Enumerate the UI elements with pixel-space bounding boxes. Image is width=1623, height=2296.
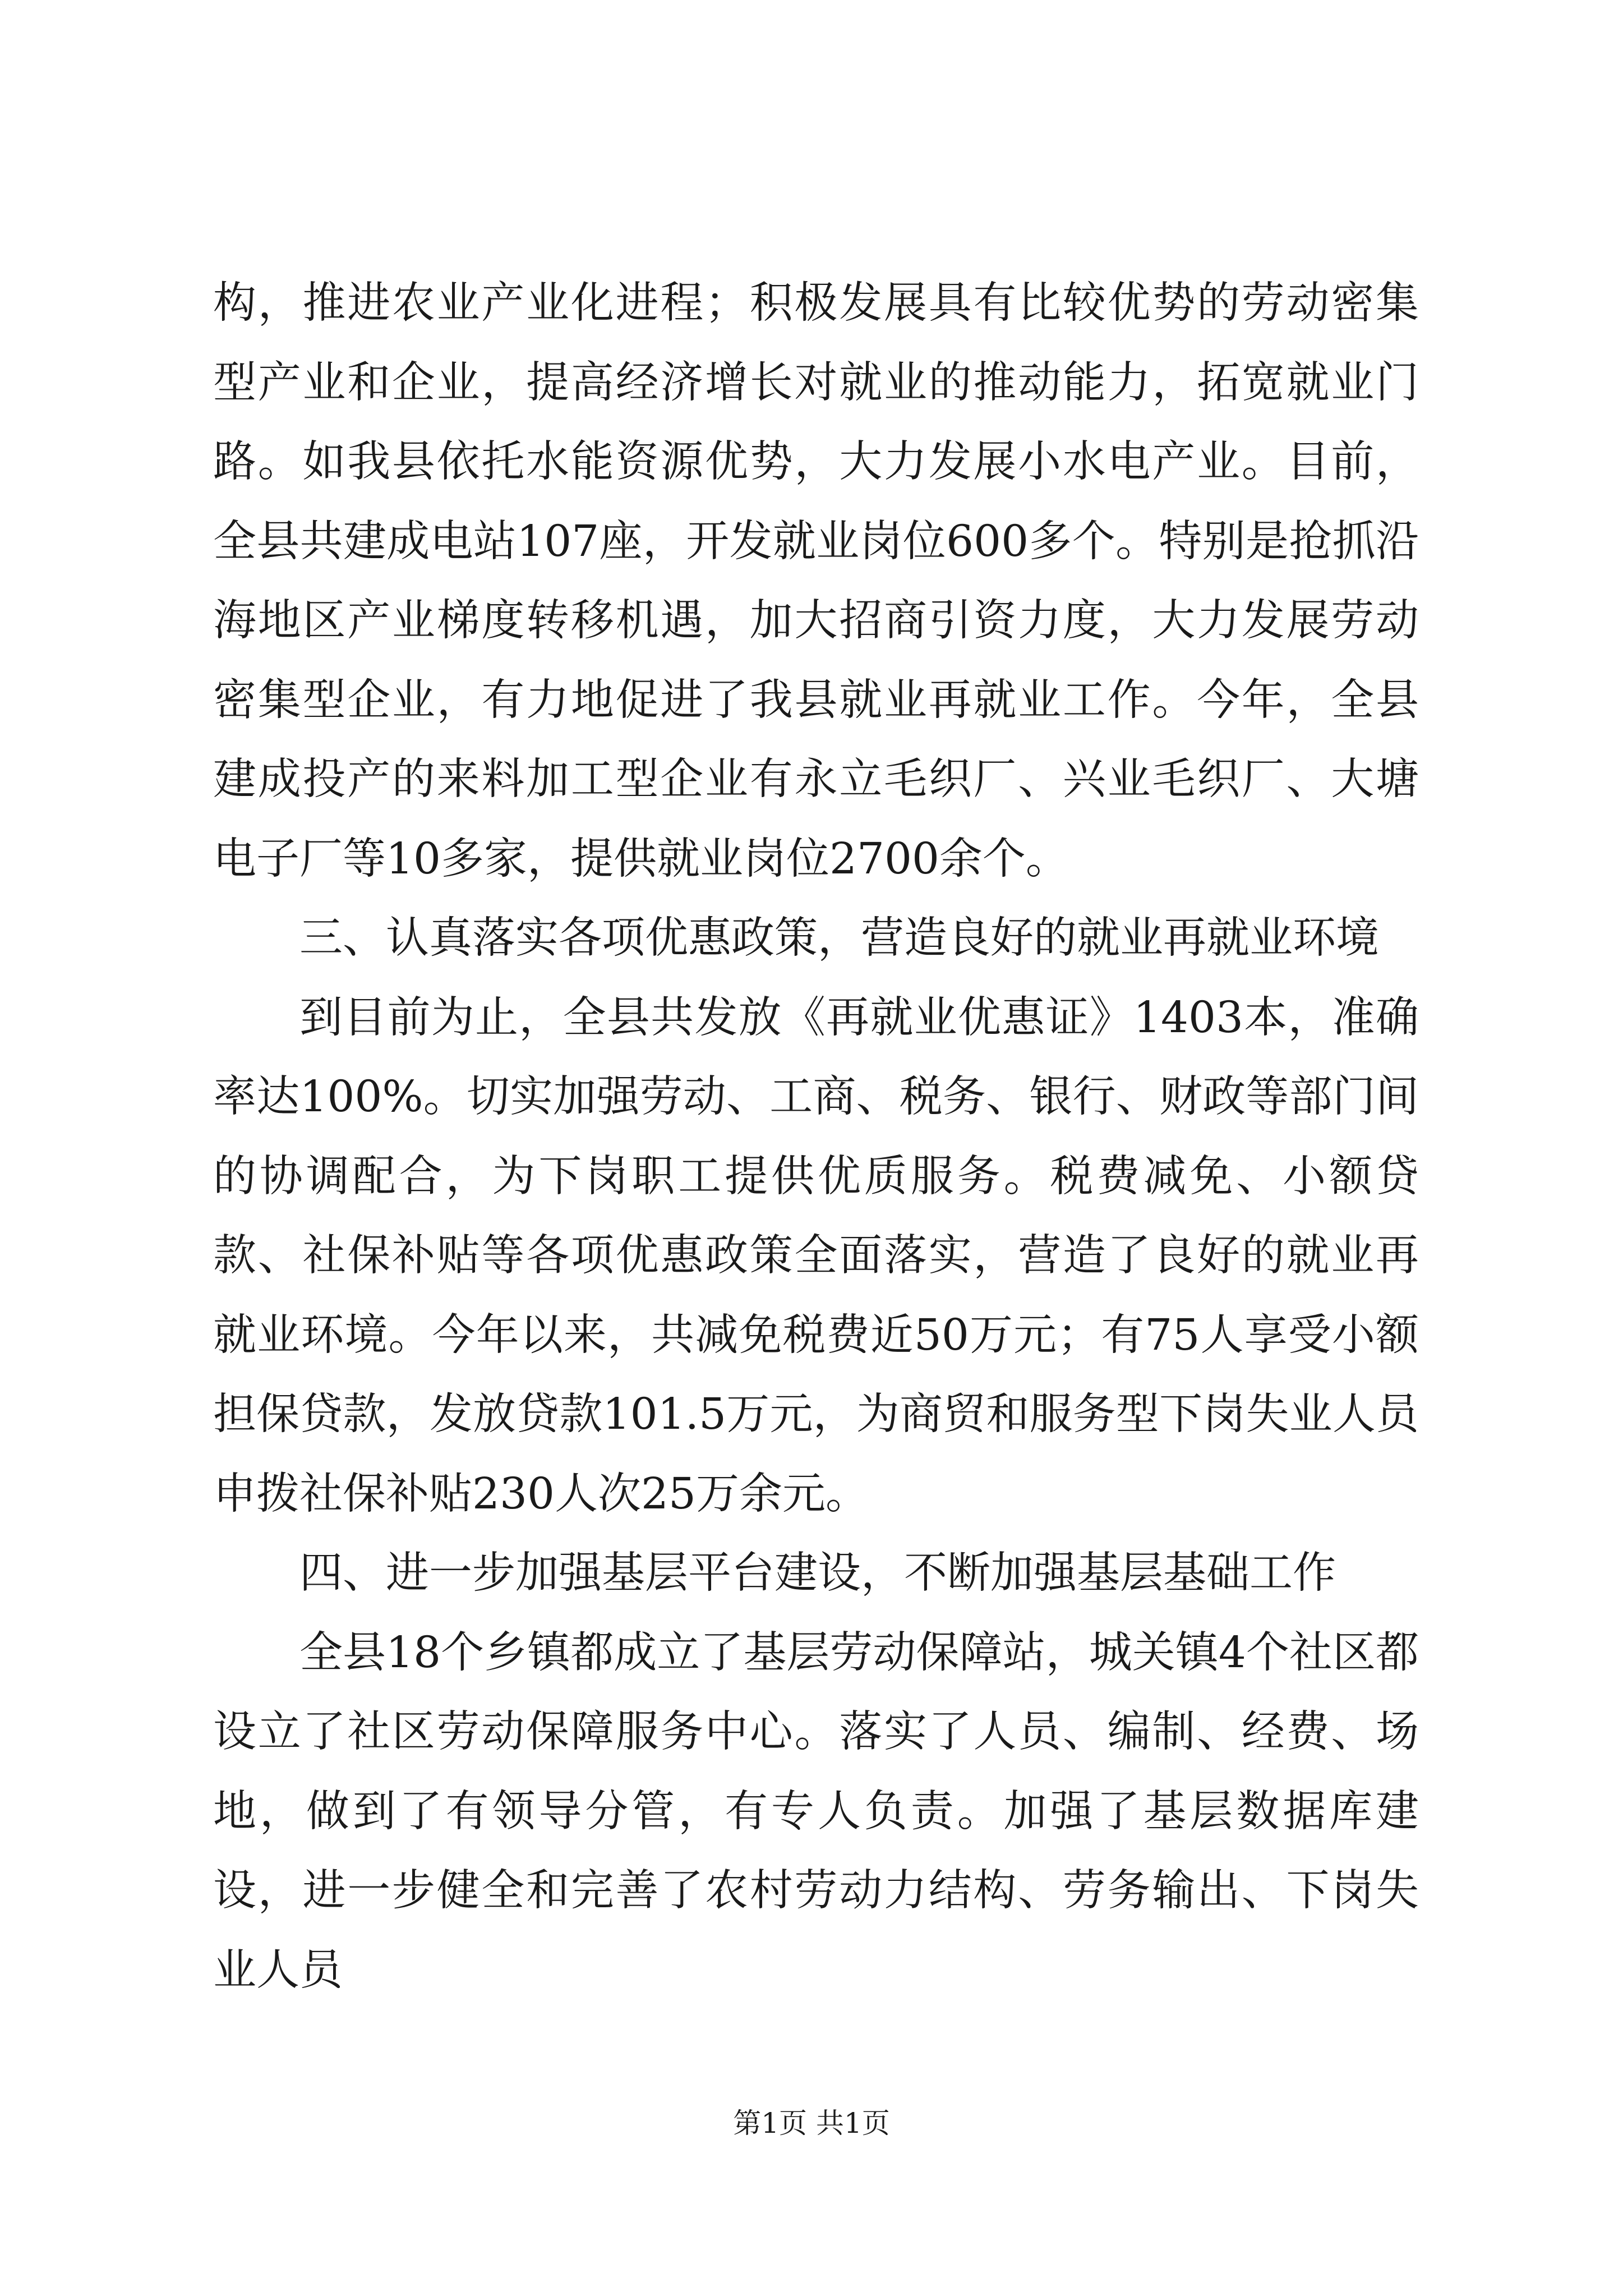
page-footer: 第1页 共1页 xyxy=(733,2107,890,2139)
document-body xyxy=(213,264,1419,2010)
section-heading-3: 三、认真落实各项优惠政策，营造良好的就业再就业环境 xyxy=(299,913,1379,963)
paragraph-2: 到目前为止，全县共发放《再就业优惠证》1403本，准确率达100%。切实加强劳动、工商、税务、银行、财政等部门间的协调配合，为下岗职工提供优质服务。税费减免、小额贷款、社保补贴等各项优惠政策全面落实，营造了良好的就业再就业环境。今年以来，共减免税费近50万元；有75人享受小额担保贷款，发放贷款101.5万元，为商贸和服务型下岗失业人员申拨社保补贴230人次25万余元。 xyxy=(213,992,1419,1519)
paragraph-1: 构，推进农业产业化进程；积极发展具有比较优势的劳动密集型产业和企业，提高经济增长对就业的推动能力，拓宽就业门路。如我县依托水能资源优势，大力发展小水电产业。目前，全县共建成电站107座，开发就业岗位600多个。特别是抢抓沿海地区产业梯度转移机遇，加大招商引资力度，大力发展劳动密集型企业，有力地促进了我县就业再就业工作。今年，全县建成投产的来料加工型企业有永立毛织厂、兴业毛织厂、大塘电子厂等10多家，提供就业岗位2700余个。 xyxy=(213,278,1419,884)
section-heading-4: 四、进一步加强基层平台建设，不断加强基层基础工作 xyxy=(299,1548,1336,1598)
paragraph-3: 全县18个乡镇都成立了基层劳动保障站，城关镇4个社区都设立了社区劳动保障服务中心。落实了人员、编制、经费、场地，做到了有领导分管，有专人负责。加强了基层数据库建设，进一步健全和完善了农村劳动力结构、劳务输出、下岗失业人员 xyxy=(213,1627,1419,1995)
